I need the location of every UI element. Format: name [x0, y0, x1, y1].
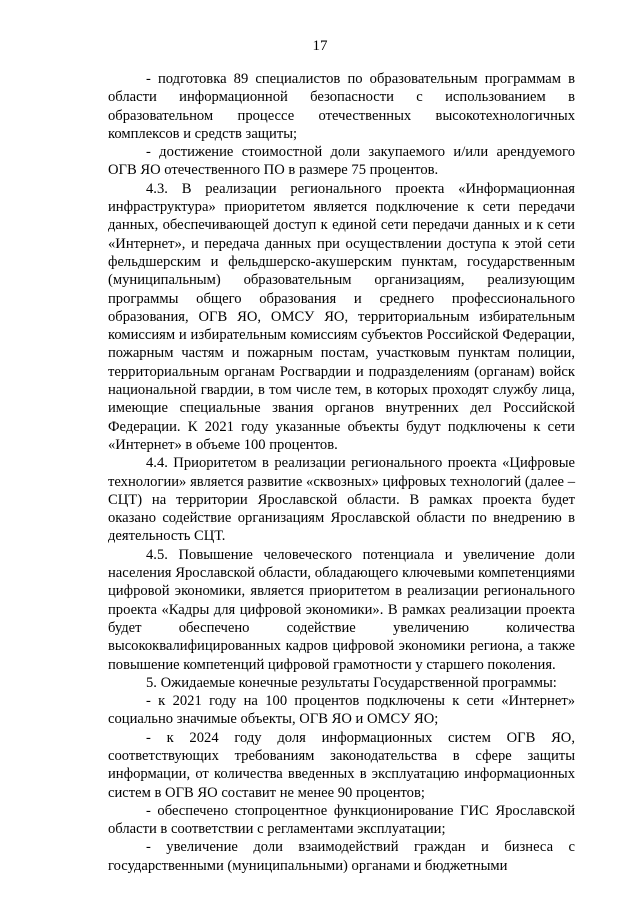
paragraph: - увеличение доли взаимодействий граждан и бизнеса с государственными (муниципальными) органами и бюджетными — [108, 839, 575, 874]
paragraph: - обеспечено стопроцентное функционирование ГИС Ярославской области в соответствии с регламентами эксплуатации; — [108, 802, 575, 838]
paragraph: 5. Ожидаемые конечные результаты Государственной программы: — [146, 674, 557, 691]
paragraph: 4.3. В реализации регионального проекта «Информационная инфраструктура» приоритетом является подключение к сети передачи данных, обеспечивающей доступ к единой сети передачи данных и к сети «Интернет», и передача данных при осуществлении доступа к этой сети фельдшерским и фельдшерско-акушерским пунктам, государственным (муниципальным) образовательным организациям, реализующим программы общего образования и среднего профессионального образования, ОГВ ЯО, ОМСУ ЯО, территориальным избирательным комиссиям и избирательным комиссиям субъектов Российской Федерации, пожарным частям и пожарным постам, участковым пунктам полиции, территориальным органам Росгвардии и подразделениям (органам) войск национальной гвардии, в том числе тем, в которых проходят службу лица, имеющие специальные звания органов внутренних дел Российской Федерации. К 2021 году указанные объекты будут подключены к сети «Интернет» в объеме 100 процентов. — [108, 180, 575, 453]
body-text — [108, 70, 575, 875]
paragraph: - к 2021 году на 100 процентов подключены к сети «Интернет» социально значимые объекты, ОГВ ЯО и ОМСУ ЯО; — [108, 693, 575, 728]
paragraph: 4.4. Приоритетом в реализации регионального проекта «Цифровые технологии» является развитие «сквозных» цифровых технологий (далее – СЦТ) на территории Ярославской области. В рамках проекта будет оказано содействие организациям Ярославской области по внедрению в деятельность СЦТ. — [108, 455, 575, 545]
paragraph: - к 2024 году доля информационных систем ОГВ ЯО, соответствующих требованиям законодательства в сфере защиты информации, от количества введенных в эксплуатацию информационных систем в ОГВ ЯО составит не менее 90 процентов; — [108, 729, 575, 801]
page-number: 17 — [312, 38, 328, 54]
paragraph: - подготовка 89 специалистов по образовательным программам в области информационной безопасности с использованием в образовательном процессе отечественных высокотехнологичных комплексов и средств защиты; — [108, 71, 575, 142]
paragraph: 4.5. Повышение человеческого потенциала и увеличение доли населения Ярославской области, обладающего ключевыми компетенциями цифровой экономики, является приоритетом в реализации регионального проекта «Кадры для цифровой экономики». В рамках реализации проекта будет обеспечено содействие увеличению количества высококвалифицированных кадров цифровой экономики региона, а также повышение компетенций цифровой грамотности у старшего поколения. — [108, 546, 575, 673]
paragraph: - достижение стоимостной доли закупаемого и/или арендуемого ОГВ ЯО отечественного ПО в размере 75 процентов. — [108, 144, 575, 179]
